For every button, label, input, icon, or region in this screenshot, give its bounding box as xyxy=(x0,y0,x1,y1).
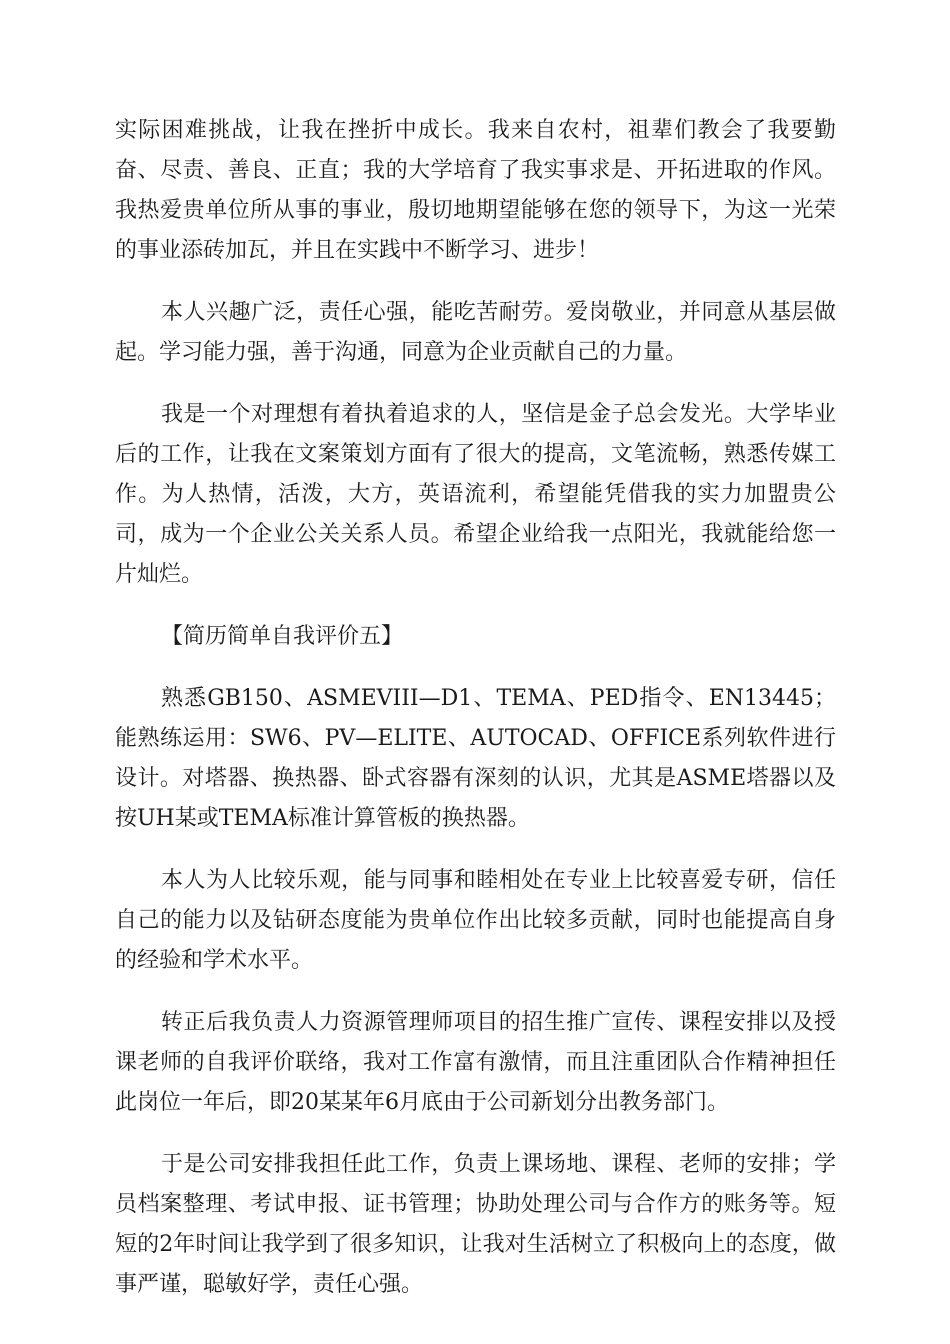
paragraph-continuation: 实际困难挑战，让我在挫折中成长。我来自农村，祖辈们教会了我要勤奋、尽责、善良、正直；我的大学培育了我实事求是、开拓进取的作风。我热爱贵单位所从事的事业，殷切地期望能够在您的领导下，为这一光荣的事业添砖加瓦，并且在实践中不断学习、进步！ xyxy=(115,118,836,263)
paragraph-work-experience: 转正后我负责人力资源管理师项目的招生推广宣传、课程安排以及授课老师的自我评价联络，我对工作富有激情，而且注重团队合作精神担任此岗位一年后，即20某某年6月底由于公司新划分出教务部门。 xyxy=(115,1010,836,1115)
paragraph-responsibilities: 于是公司安排我担任此工作，负责上课场地、课程、老师的安排；学员档案整理、考试申报、证书管理；协助处理公司与合作方的账务等。短短的2年时间让我学到了很多知识，让我对生活树立了积极向上的态度，做事严谨，聪敏好学，责任心强。 xyxy=(115,1152,836,1297)
paragraph-personality: 本人为人比较乐观，能与同事和睦相处在专业上比较喜爱专研，信任自己的能力以及钻研态度能为贵单位作出比较多贡献，同时也能提高自身的经验和学术水平。 xyxy=(115,868,836,973)
paragraph-technical-skills: 熟悉GB150、ASMEVIII—D1、TEMA、PED指令、EN13445；能熟练运用：SW6、PV—ELITE、AUTOCAD、OFFICE系列软件进行设计。对塔器、换热器、卧式容器有深刻的认识，尤其是ASME塔器以及按UH某或TEMA标准计算管板的换热器。 xyxy=(115,686,836,831)
paragraph-ideals: 我是一个对理想有着执着追求的人，坚信是金子总会发光。大学毕业后的工作，让我在文案策划方面有了很大的提高，文笔流畅，熟悉传媒工作。为人热情，活泼，大方，英语流利，希望能凭借我的实力加盟贵公司，成为一个企业公关关系人员。希望企业给我一点阳光，我就能给您一片灿烂。 xyxy=(115,402,836,587)
document-body xyxy=(115,111,836,1327)
paragraph-interests: 本人兴趣广泛，责任心强，能吃苦耐劳。爱岗敬业，并同意从基层做起。学习能力强，善于沟通，同意为企业贡献自己的力量。 xyxy=(115,300,836,365)
section-heading: 【简历简单自我评价五】 xyxy=(161,624,404,649)
